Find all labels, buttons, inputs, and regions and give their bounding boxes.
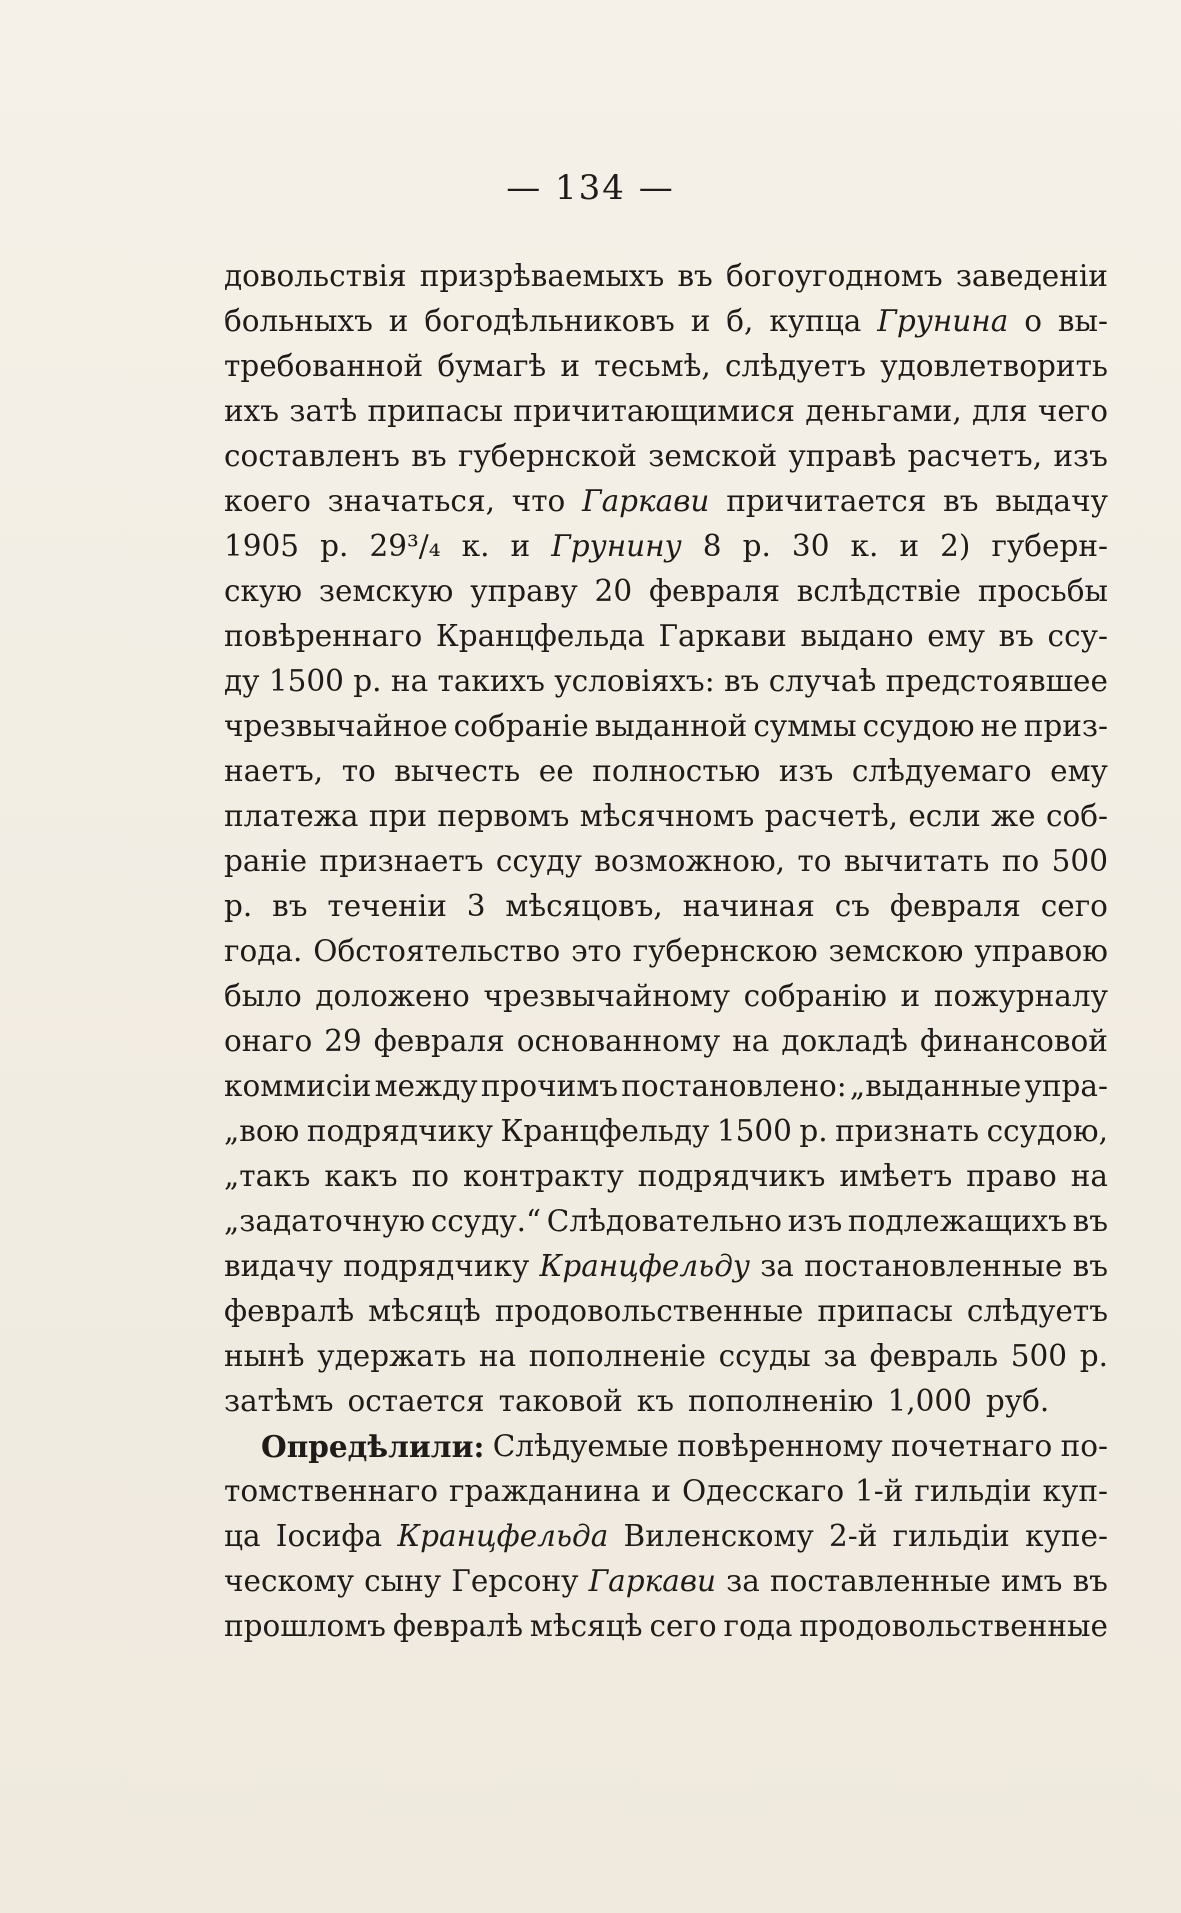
word: основанному: [516, 1024, 721, 1058]
text-line: [224, 254, 1108, 299]
word: собранію: [743, 979, 887, 1013]
text-line: [224, 1604, 1108, 1649]
word: 30: [791, 529, 830, 563]
word: первомъ: [437, 799, 570, 833]
word: при: [368, 799, 428, 833]
text-line: [224, 1469, 1108, 1514]
word: тесьмѣ,: [594, 349, 711, 383]
text-line: [224, 1019, 1108, 1064]
word: Одесскаго: [681, 1474, 845, 1508]
text-line: [224, 1334, 1108, 1379]
word: составленъ: [224, 439, 400, 473]
word: б,: [726, 304, 754, 338]
word: подрядчику: [343, 1249, 530, 1283]
word: „такъ: [224, 1159, 311, 1193]
word: руб.: [985, 1384, 1050, 1418]
word: ду: [224, 664, 260, 698]
word: то: [797, 844, 832, 878]
word: подрядчику: [306, 1114, 494, 1148]
word: мѣсяцѣ: [529, 1609, 643, 1643]
word: постановлено:: [621, 1069, 847, 1103]
word: докладѣ: [781, 1024, 908, 1058]
text-line: [224, 794, 1108, 839]
word: сего: [1040, 889, 1108, 923]
word: пожурналу: [933, 979, 1108, 1013]
word: 1-й: [855, 1474, 904, 1508]
word: губерн-: [991, 529, 1108, 563]
word: остается: [347, 1384, 485, 1418]
word: гильдіи: [892, 1519, 1010, 1553]
word: что: [511, 484, 566, 518]
word: февраля: [648, 574, 780, 608]
word: слѣдуетъ: [966, 1294, 1108, 1328]
word: повѣренному: [677, 1429, 883, 1463]
word: ссуду: [495, 844, 582, 878]
word: имъ: [1001, 1564, 1063, 1598]
word: Гаркави: [658, 619, 787, 653]
word: вычесть: [394, 754, 521, 788]
word: чрезвычайное: [224, 709, 448, 743]
word: Обстоятельство: [313, 934, 561, 968]
text-line: [224, 659, 1108, 704]
word: полностью: [592, 754, 761, 788]
word: же: [991, 799, 1036, 833]
word: больныхъ: [224, 304, 373, 338]
text-line: [224, 1109, 1108, 1154]
word: по-: [1060, 1429, 1108, 1463]
word: за: [823, 1339, 858, 1373]
word: случаѣ: [768, 664, 877, 698]
word: соб-: [1045, 799, 1108, 833]
word: и: [560, 349, 581, 383]
word: ссудою,: [986, 1114, 1108, 1148]
word: то: [341, 754, 376, 788]
word: управѣ: [788, 439, 897, 473]
word: ссудою: [862, 709, 975, 743]
text-line: [224, 1154, 1108, 1199]
word: наетъ,: [224, 754, 324, 788]
word: года: [723, 1609, 793, 1643]
word: и: [899, 529, 920, 563]
word: вычитать: [843, 844, 990, 878]
word: Грунина: [877, 304, 1009, 338]
word: 500: [1010, 1339, 1068, 1373]
word: слѣдуетъ: [724, 349, 867, 383]
text-line: [224, 884, 1108, 929]
word: земской: [648, 439, 778, 473]
word: въ: [1072, 1204, 1108, 1238]
word: сего: [649, 1609, 717, 1643]
word: февралѣ: [392, 1609, 524, 1643]
word: на: [1070, 1159, 1108, 1193]
word: мѣсяцовъ,: [505, 889, 663, 923]
word: губернской: [457, 439, 637, 473]
word: ссуды: [718, 1339, 811, 1373]
word: выдачу: [995, 484, 1108, 518]
word: подлежащихъ: [847, 1204, 1067, 1238]
word: р.: [799, 1114, 828, 1148]
word: онаго: [224, 1024, 313, 1058]
text-line: [224, 524, 1108, 569]
word: повѣреннаго: [224, 619, 423, 653]
word: р.: [224, 889, 253, 923]
word: въ: [943, 484, 979, 518]
word: Кранцфельду: [500, 1114, 710, 1148]
word: за: [760, 1249, 794, 1283]
word: р.: [353, 664, 382, 698]
word: таковой: [498, 1384, 623, 1418]
word: упра-: [1024, 1069, 1108, 1103]
word: февраля: [373, 1024, 505, 1058]
word: земскую: [318, 574, 454, 608]
word: бумагѣ: [437, 349, 547, 383]
word: ее: [538, 754, 574, 788]
word: раніе: [224, 844, 308, 878]
word: подрядчикъ: [637, 1159, 826, 1193]
word: и: [651, 1474, 672, 1508]
word: ему: [1050, 754, 1108, 788]
word: призрѣваемыхъ: [419, 259, 665, 293]
word: на: [732, 1024, 770, 1058]
word: въ: [1072, 1564, 1108, 1598]
word: вы-: [1057, 304, 1108, 338]
word: Кранцфельду: [539, 1249, 751, 1283]
word: доложено: [315, 979, 470, 1013]
word: Гаркави: [588, 1564, 717, 1598]
word: р.: [1079, 1339, 1108, 1373]
word: это: [571, 934, 622, 968]
word: прошломъ: [224, 1609, 386, 1643]
word: управу: [470, 574, 578, 608]
word: затѣ: [289, 394, 358, 428]
word: по: [411, 1159, 450, 1193]
word: изъ: [1053, 439, 1108, 473]
word: продовольственные: [799, 1609, 1108, 1643]
text-line: [224, 749, 1108, 794]
word: платежа: [224, 799, 359, 833]
text-line: [224, 479, 1108, 524]
text-line: [224, 1244, 1108, 1289]
word: къ: [636, 1384, 674, 1418]
word: требованной: [224, 349, 424, 383]
word: начиная: [682, 889, 815, 923]
word: 1,000: [887, 1384, 972, 1418]
word: Кранцфельда: [435, 619, 645, 653]
word: коего: [224, 484, 311, 518]
word: финансовой: [919, 1024, 1108, 1058]
word: было: [224, 979, 302, 1013]
word: такихъ: [437, 664, 545, 698]
text-line: [224, 1424, 1108, 1469]
word: коммисіи: [224, 1069, 372, 1103]
word: февраля: [889, 889, 1021, 923]
word: изъ: [787, 1204, 843, 1238]
word: предстоявшее: [885, 664, 1108, 698]
word: года.: [224, 934, 303, 968]
word: припасы: [817, 1294, 953, 1328]
word: „вою: [224, 1114, 300, 1148]
text-line: [224, 929, 1108, 974]
word: собраніе: [453, 709, 589, 743]
text-line: [224, 299, 1108, 344]
word: суммы: [753, 709, 857, 743]
word: ца: [224, 1519, 261, 1553]
word: условіяхъ:: [554, 664, 715, 698]
word: въ: [724, 664, 760, 698]
word: какъ: [324, 1159, 398, 1193]
word: ссу-: [1047, 619, 1108, 653]
text-line: [224, 434, 1108, 479]
word: нынѣ: [224, 1339, 305, 1373]
word: за: [726, 1564, 760, 1598]
word: Герсону: [451, 1564, 579, 1598]
text-line: [224, 614, 1108, 659]
word: въ: [1072, 1249, 1108, 1283]
text-line: [224, 389, 1108, 434]
text-line: [224, 1064, 1108, 1109]
word: Опредѣлили:: [261, 1429, 485, 1464]
word: и: [510, 529, 531, 563]
word: мѣсячномъ: [579, 799, 755, 833]
word: 1500: [268, 664, 344, 698]
word: 500: [1051, 844, 1108, 878]
word: 2-й: [829, 1519, 878, 1553]
word: не: [980, 709, 1018, 743]
text-line: [224, 344, 1108, 389]
word: Кранцфельда: [397, 1519, 609, 1553]
word: изъ: [778, 754, 834, 788]
word: право: [966, 1159, 1057, 1193]
word: гильдіи: [914, 1474, 1032, 1508]
word: ссуду.“: [430, 1204, 542, 1238]
word: 3: [466, 889, 486, 923]
word: видачу: [224, 1249, 333, 1283]
word: причитающимися: [513, 394, 796, 428]
word: значаться,: [327, 484, 495, 518]
word: удержать: [317, 1339, 467, 1373]
word: признать: [835, 1114, 980, 1148]
text-line: [224, 974, 1108, 1019]
word: если: [908, 799, 981, 833]
word: деньгами,: [805, 394, 962, 428]
word: расчетъ,: [907, 439, 1043, 473]
word: и: [900, 979, 921, 1013]
word: купе-: [1025, 1519, 1108, 1553]
word: и: [388, 304, 409, 338]
word: ихъ: [224, 394, 280, 428]
text-line: [224, 1379, 1108, 1424]
word: слѣдуемаго: [851, 754, 1032, 788]
word: губернскою: [632, 934, 818, 968]
word: 1500: [716, 1114, 792, 1148]
word: пополненіе: [528, 1339, 707, 1373]
word: на: [478, 1339, 517, 1373]
word: куп-: [1042, 1474, 1108, 1508]
document-body: [224, 254, 1108, 1649]
word: к.: [850, 529, 879, 563]
word: между: [374, 1069, 478, 1103]
word: 8: [702, 529, 722, 563]
word: февралѣ: [224, 1294, 355, 1328]
word: пополненію: [687, 1384, 874, 1418]
word: сыну: [364, 1564, 442, 1598]
word: выдано: [800, 619, 914, 653]
text-line: [224, 704, 1108, 749]
word: февраль: [869, 1339, 999, 1373]
word: скую: [224, 574, 302, 608]
word: гражданина: [449, 1474, 641, 1508]
word: выданной: [594, 709, 748, 743]
word: расчетѣ,: [764, 799, 899, 833]
word: постановленные: [804, 1249, 1063, 1283]
word: въ: [998, 619, 1034, 653]
word: р.: [320, 529, 349, 563]
word: 29³/₄: [369, 529, 441, 563]
text-line: [224, 1514, 1108, 1559]
text-line: [224, 1289, 1108, 1334]
word: прочимъ: [480, 1069, 619, 1103]
word: 29: [324, 1024, 362, 1058]
word: земскою: [828, 934, 964, 968]
word: „задаточную: [224, 1204, 425, 1238]
word: Слѣдуемые: [492, 1429, 669, 1463]
word: приз-: [1023, 709, 1108, 743]
word: чрезвычайному: [483, 979, 730, 1013]
word: контракту: [462, 1159, 624, 1193]
word: томственнаго: [224, 1474, 439, 1508]
text-line: [224, 1199, 1108, 1244]
word: ческому: [224, 1564, 354, 1598]
word: богодѣльниковъ: [424, 304, 675, 338]
word: почетнаго: [891, 1429, 1053, 1463]
word: Виленскому: [623, 1519, 814, 1553]
word: 20: [594, 574, 633, 608]
word: удовлетворить: [880, 349, 1108, 383]
word: въ: [272, 889, 308, 923]
word: вслѣдствіе: [796, 574, 961, 608]
word: на: [390, 664, 429, 698]
word: въ: [411, 439, 447, 473]
word: затѣмъ: [224, 1384, 334, 1418]
word: чего: [1037, 394, 1108, 428]
word: по: [1001, 844, 1040, 878]
word: припасы: [367, 394, 503, 428]
word: о: [1024, 304, 1042, 338]
word: продовольственные: [494, 1294, 804, 1328]
page-number: — 134 —: [506, 168, 675, 208]
word: к.: [461, 529, 490, 563]
word: богоугодномъ: [726, 259, 943, 293]
text-line: [224, 569, 1108, 614]
word: Іосифа: [275, 1519, 383, 1553]
word: заведеніи: [955, 259, 1108, 293]
word: для: [972, 394, 1028, 428]
text-line: [224, 1559, 1108, 1604]
word: „выданные: [849, 1069, 1022, 1103]
word: 1905: [224, 529, 300, 563]
word: просьбы: [977, 574, 1108, 608]
word: имѣетъ: [839, 1159, 953, 1193]
word: ему: [927, 619, 985, 653]
word: теченіи: [327, 889, 447, 923]
word: признаетъ: [319, 844, 484, 878]
word: и: [690, 304, 711, 338]
word: возможною,: [594, 844, 786, 878]
word: съ: [834, 889, 871, 923]
word: довольствія: [224, 259, 407, 293]
word: Гаркави: [582, 484, 710, 518]
word: Грунину: [551, 529, 682, 563]
word: въ: [677, 259, 713, 293]
text-line: [224, 839, 1108, 884]
word: 2): [940, 529, 971, 563]
word: мѣсяцѣ: [368, 1294, 481, 1328]
word: причитается: [726, 484, 927, 518]
word: купца: [769, 304, 862, 338]
word: поставленные: [769, 1564, 991, 1598]
word: р.: [742, 529, 771, 563]
word: Слѣдовательно: [546, 1204, 782, 1238]
word: управою: [974, 934, 1108, 968]
